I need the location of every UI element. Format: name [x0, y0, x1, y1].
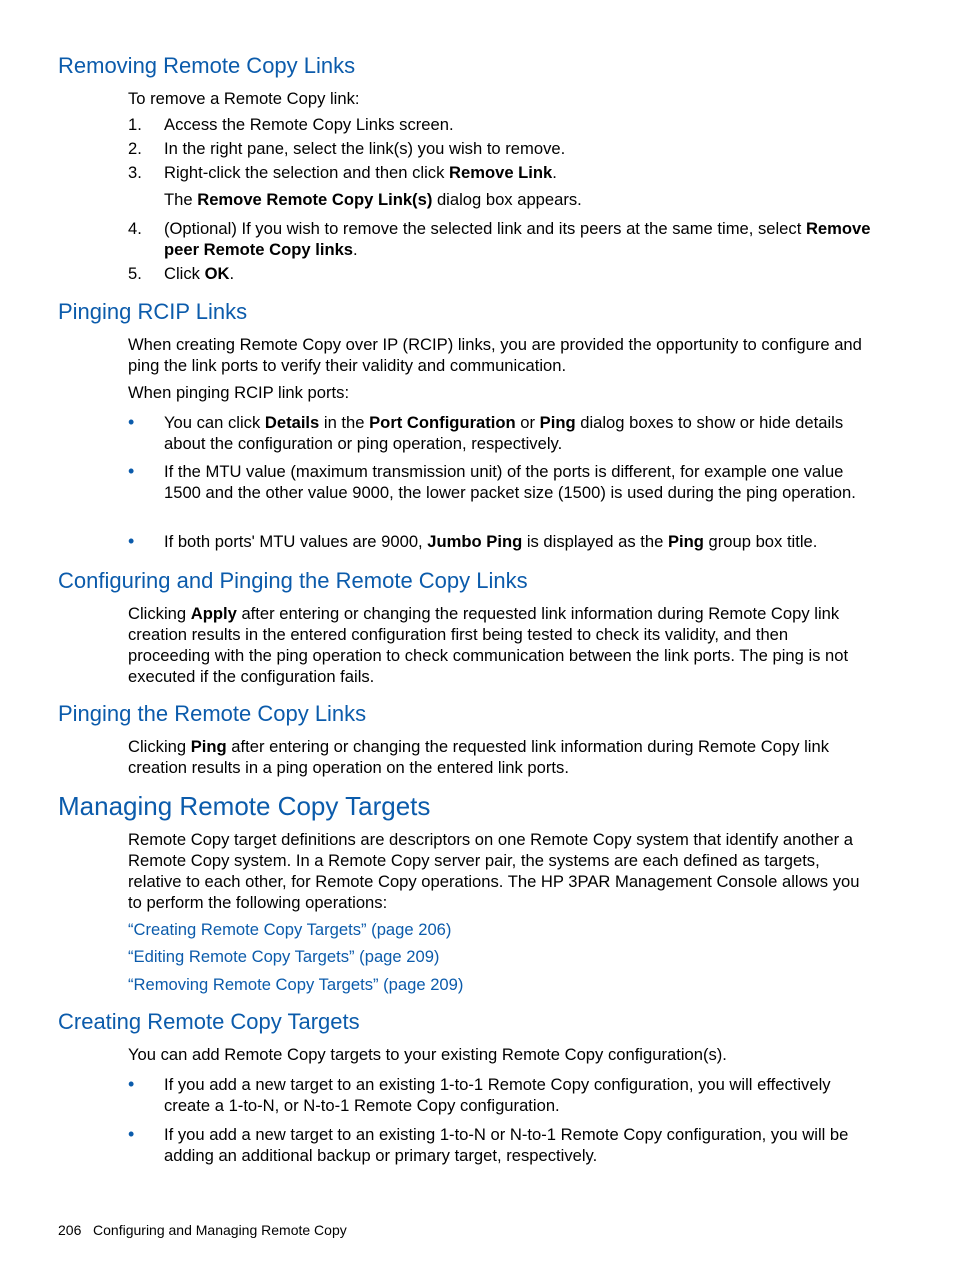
page-footer — [58, 1222, 347, 1238]
running-title: Configuring and Managing Remote Copy — [93, 1222, 347, 1238]
text-run: . — [353, 240, 358, 259]
text-run: dialog boxes to show or hide details about the configuration or ping operation, respectively. — [164, 413, 844, 453]
text-run: group box title. — [703, 532, 818, 551]
note-text — [164, 189, 874, 210]
ui-term: Remove Remote Copy Link(s) — [197, 190, 433, 209]
bullet-icon: • — [128, 461, 135, 481]
chapter-heading-managing-targets: Managing Remote Copy Targets — [58, 791, 431, 821]
bullet-text: If you add a new target to an existing 1-to-N or N-to-1 Remote Copy configuration, you will be adding an additional backup or primary target, respectively. — [164, 1125, 849, 1165]
ui-term: OK — [204, 264, 230, 283]
text-run: after entering or changing the requested link information during Remote Copy link creation results in the entered configuration first being tested to check its validity, and then proceeding with the ping operation to check communication between the link ports. The ping is not executed if the configuration fails. — [128, 604, 849, 686]
step-number: 2. — [128, 139, 142, 158]
ui-term: Remove peer Remote Copy links — [164, 219, 871, 259]
section-heading-pinging-rcip: Pinging RCIP Links — [58, 299, 248, 324]
step-text: Access the Remote Copy Links screen. — [164, 115, 454, 134]
section-heading-pinging-links: Pinging the Remote Copy Links — [58, 701, 367, 726]
text-run: Click — [164, 264, 205, 283]
section-heading-removing-links: Removing Remote Copy Links — [58, 53, 356, 78]
ui-term: Details — [264, 413, 320, 432]
text-run: . — [552, 163, 557, 182]
step-text — [164, 162, 874, 183]
ui-term: Ping — [539, 413, 576, 432]
bullet-icon: • — [128, 412, 135, 432]
ui-term: Port Configuration — [369, 413, 516, 432]
step-text — [164, 218, 874, 260]
text-run: . — [229, 264, 235, 283]
text-run: after entering or changing the requested link information during Remote Copy link creation results in a ping operation on the entered link ports. — [128, 737, 829, 777]
ui-term: Ping — [667, 532, 704, 551]
step-text — [164, 263, 874, 284]
paragraph — [128, 736, 873, 778]
paragraph: Remote Copy target definitions are descriptors on one Remote Copy system that identify another a Remote Copy system. In a Remote Copy server pair, the systems are each defined as targets, relative to each other, for Remote Copy operations. The HP 3PAR Management Console allows you to perform the following operations: — [128, 830, 860, 912]
ui-term: Ping — [190, 737, 227, 756]
bullet-icon: • — [128, 531, 135, 551]
text-run: is displayed as the — [522, 532, 668, 551]
section-heading-configuring-pinging: Configuring and Pinging the Remote Copy Links — [58, 568, 528, 593]
text-run: or — [515, 413, 540, 432]
bullet-text — [164, 412, 874, 454]
paragraph: When creating Remote Copy over IP (RCIP) links, you are provided the opportunity to configure and ping the link ports to verify their validity and communication. — [128, 335, 862, 375]
text-run: (Optional) If you wish to remove the selected link and its peers at the same time, select — [164, 219, 806, 238]
bullet-icon: • — [128, 1074, 135, 1094]
text-run: The — [164, 190, 198, 209]
intro-text: To remove a Remote Copy link: — [128, 89, 360, 108]
step-number: 4. — [128, 219, 142, 238]
text-run: Clicking — [128, 604, 191, 623]
xref-link-editing-targets[interactable]: “Editing Remote Copy Targets” (page 209) — [128, 947, 440, 966]
ui-term: Apply — [190, 604, 237, 623]
paragraph — [128, 603, 873, 687]
bullet-icon: • — [128, 1124, 135, 1144]
text-run: Right-click the selection and then click — [164, 163, 449, 182]
bullet-text — [164, 531, 874, 552]
xref-link-creating-targets[interactable]: “Creating Remote Copy Targets” (page 206) — [128, 920, 452, 939]
step-number: 1. — [128, 115, 142, 134]
paragraph: When pinging RCIP link ports: — [128, 383, 350, 402]
step-text: In the right pane, select the link(s) you wish to remove. — [164, 139, 566, 158]
text-run: Clicking — [128, 737, 191, 756]
bullet-text: If you add a new target to an existing 1-to-1 Remote Copy configuration, you will effectively create a 1-to-N, or N-to-1 Remote Copy configuration. — [164, 1075, 831, 1115]
step-number: 3. — [128, 163, 142, 182]
step-number: 5. — [128, 264, 142, 283]
bullet-text: If the MTU value (maximum transmission unit) of the ports is different, for example one value 1500 and the other value 9000, the lower packet size (1500) is used during the ping operation. — [164, 462, 856, 502]
xref-link-removing-targets[interactable]: “Removing Remote Copy Targets” (page 209) — [128, 975, 464, 994]
text-run: You can click — [164, 413, 265, 432]
ui-term: Remove Link — [449, 163, 553, 182]
text-run: If both ports' MTU values are 9000, — [164, 532, 428, 551]
text-run: dialog box appears. — [432, 190, 582, 209]
text-run: in the — [319, 413, 370, 432]
section-heading-creating-targets: Creating Remote Copy Targets — [58, 1009, 360, 1034]
ui-term: Jumbo Ping — [427, 532, 523, 551]
page-number: 206 — [58, 1222, 82, 1238]
paragraph: You can add Remote Copy targets to your existing Remote Copy configuration(s). — [128, 1045, 727, 1064]
